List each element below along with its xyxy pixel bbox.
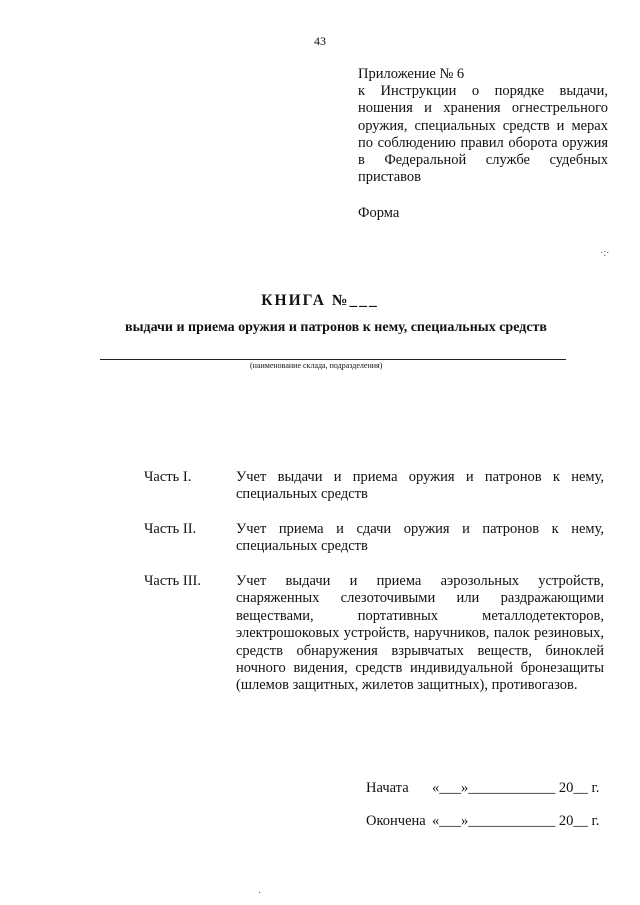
form-label: Форма [358, 205, 400, 222]
part-1 [144, 469, 604, 504]
part-1-label: Часть I. [144, 469, 192, 485]
book-subtitle: выдачи и приема оружия и патронов к нему, специальных средств [125, 320, 547, 335]
ended-row [366, 813, 599, 830]
page-number: 43 [314, 34, 326, 48]
started-row [366, 780, 599, 797]
part-3 [144, 573, 604, 695]
part-1-text: Учет выдачи и приема оружия и патронов к нему, специальных средств [236, 469, 604, 503]
appendix-title: Приложение № 6 [358, 66, 465, 82]
ended-value: «___»____________ 20__ г. [432, 813, 600, 829]
ended-label: Окончена [366, 813, 426, 829]
started-value: «___»____________ 20__ г. [432, 780, 600, 796]
part-2 [144, 521, 604, 556]
book-title: КНИГА №___ [261, 292, 379, 309]
part-2-text: Учет приема и сдачи оружия и патронов к нему, специальных средств [236, 521, 604, 555]
appendix-block [358, 66, 608, 223]
part-3-label: Часть III. [144, 573, 201, 589]
part-2-label: Часть II. [144, 521, 197, 537]
scan-speck-bottom: · [258, 888, 262, 899]
started-label: Начата [366, 780, 409, 796]
appendix-body: к Инструкции о порядке выдачи, ношения и хранения огнестрельного оружия, специальных средств и мерах по соблюдению правил оборота оружия в Федеральной службе судебных приставов [358, 83, 608, 186]
name-caption: (наименование склада, подразделения) [250, 361, 383, 370]
scan-speck: ·:· [600, 248, 610, 259]
part-3-text: Учет выдачи и приема аэрозольных устройств, снаряженных слезоточивыми или раздражающими веществами, портативных металлодетекторов, электрошоковых устройств, наручников, палок резиновых, средств обнаружения взрывчатых веществ, биноклей ночного видения, средств индивидуальной бронезащиты (шлемов защитных, жилетов защитных), противогазов. [236, 573, 604, 694]
name-underline [100, 359, 566, 360]
